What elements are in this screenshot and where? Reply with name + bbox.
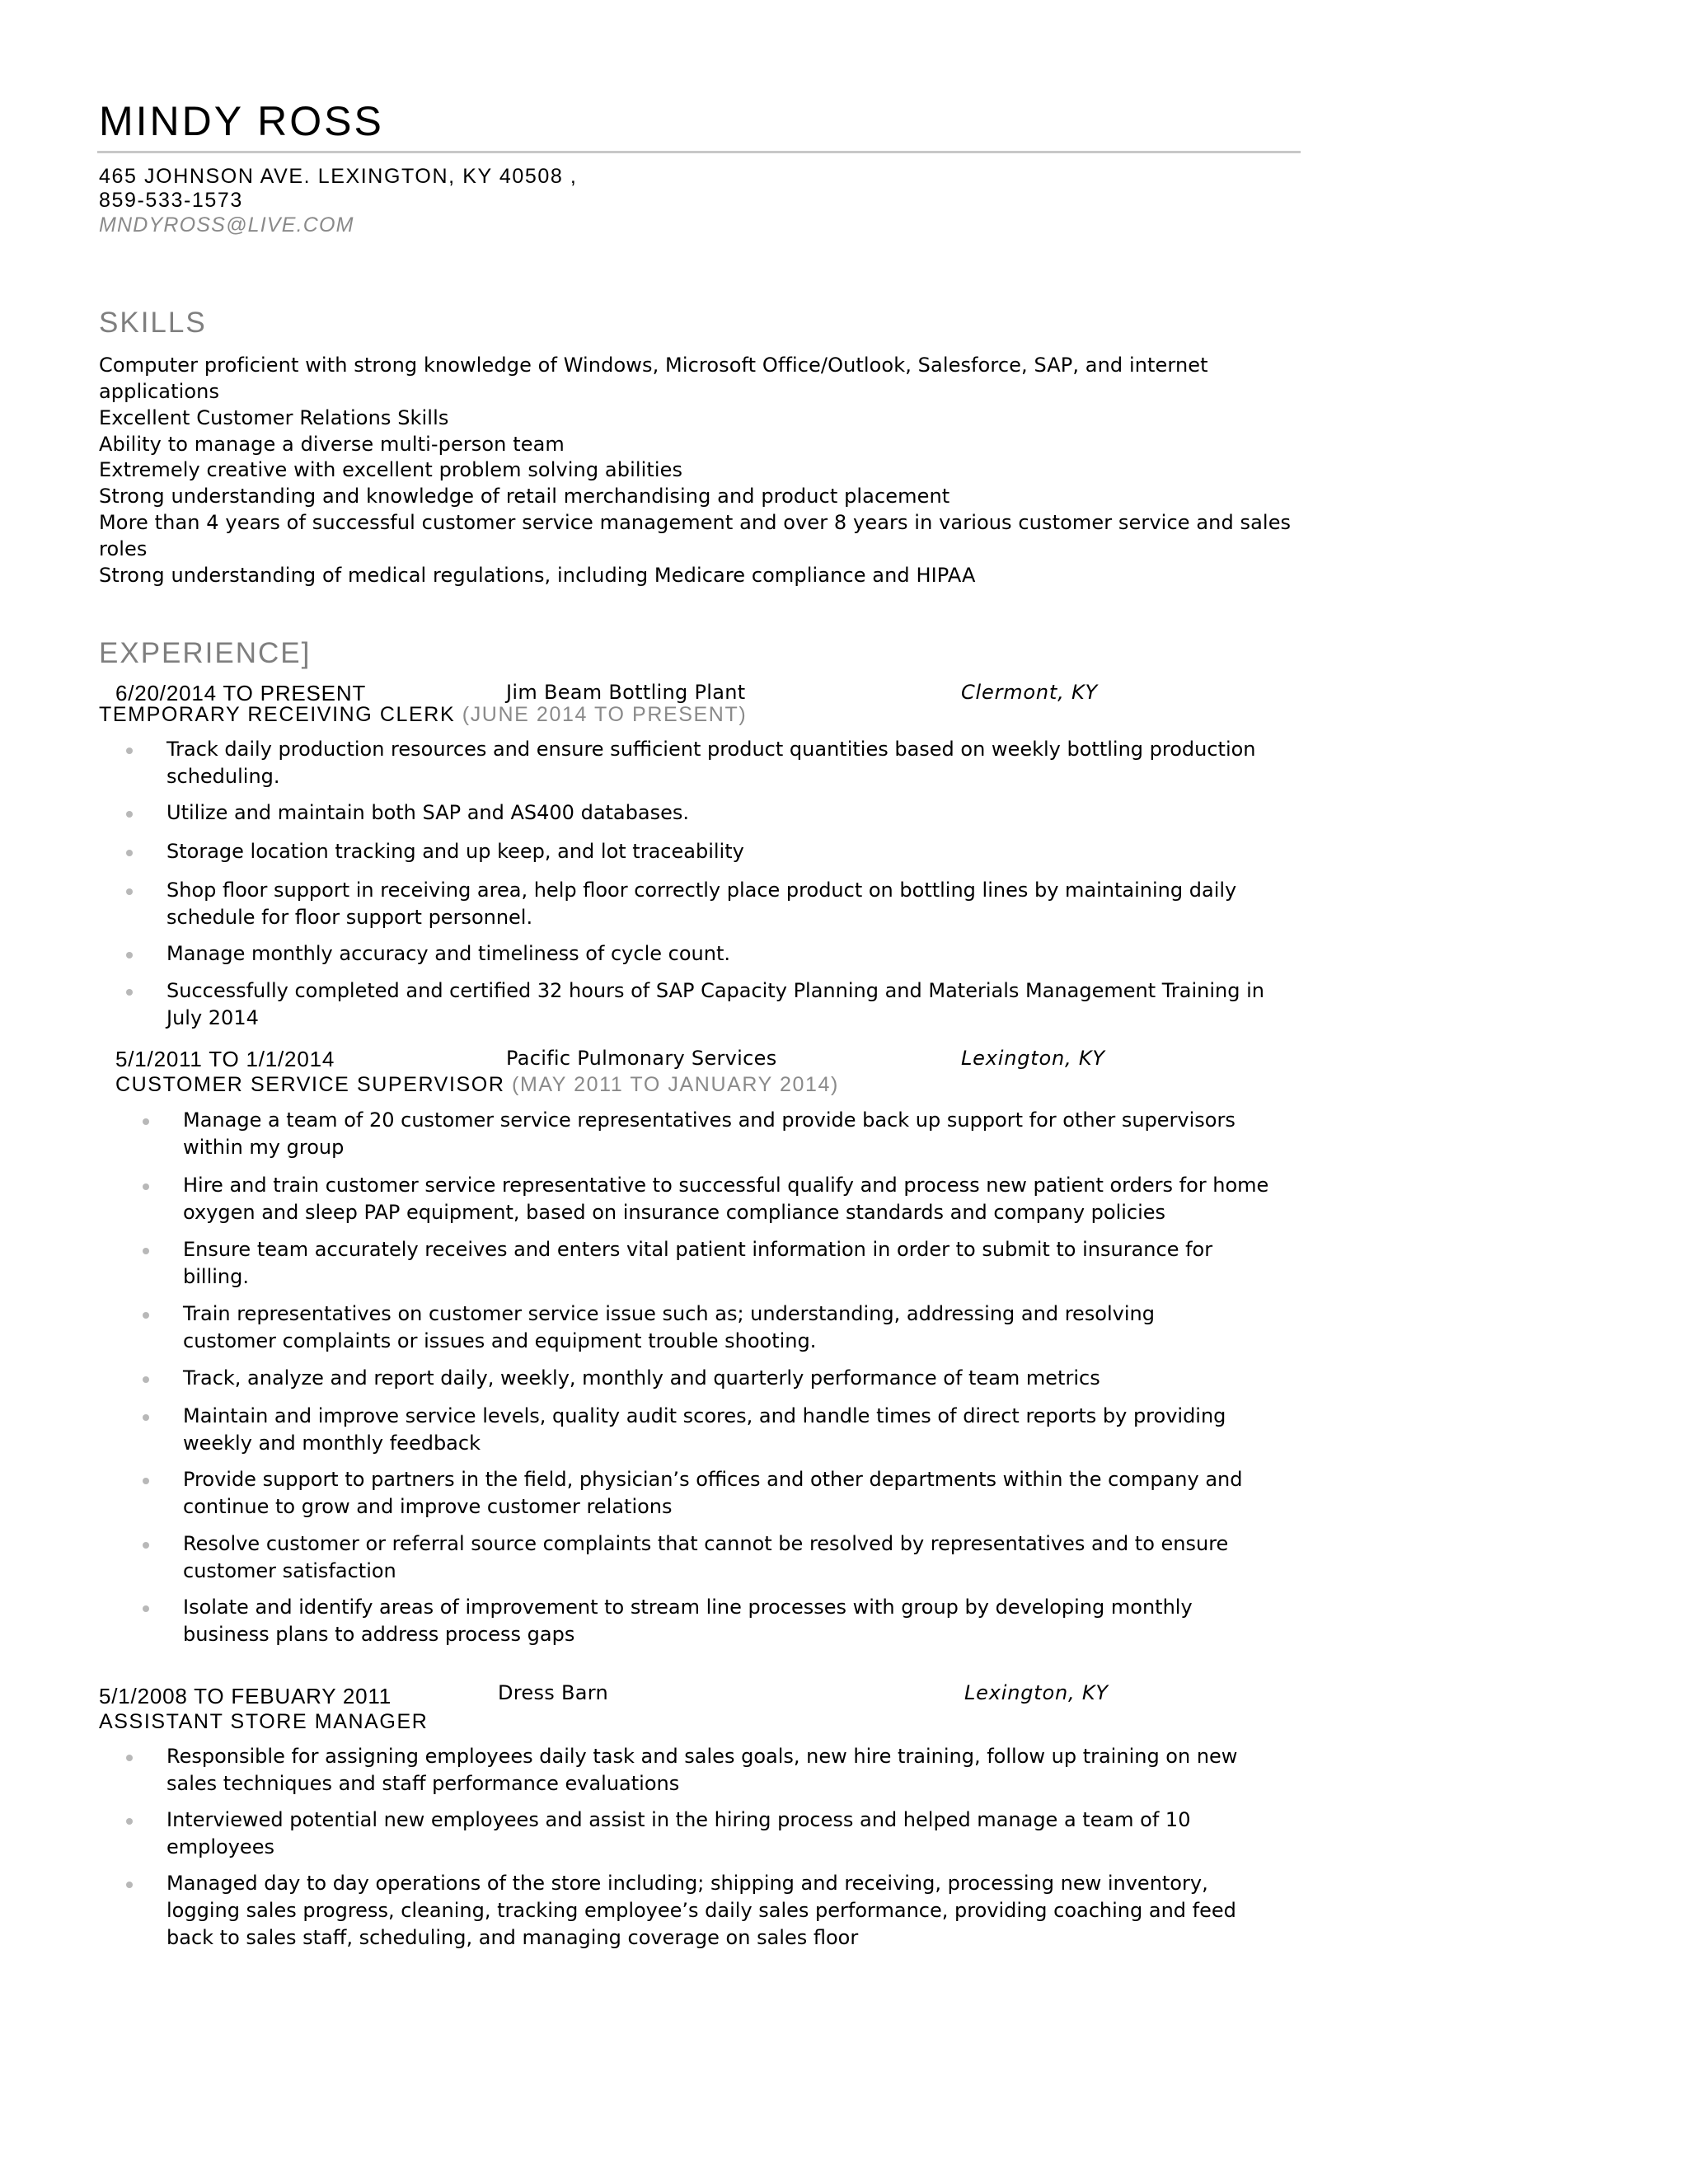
job-bullet: Successfully completed and certified 32 hours of SAP Capacity Planning and Materials Management Training in July 2014	[166, 979, 1264, 1029]
bullet-icon	[126, 1882, 133, 1888]
candidate-name: MINDY ROSS	[99, 98, 384, 144]
bullet-icon	[143, 1118, 149, 1125]
job-company: Dress Barn	[498, 1681, 609, 1704]
job-bullet: Manage monthly accuracy and timeliness of cycle count.	[166, 942, 730, 965]
job-bullet: Isolate and identify areas of improvement to stream line processes with group by developing monthly business plans to address process gaps	[183, 1596, 1193, 1646]
job-title-main: TEMPORARY RECEIVING CLERK	[99, 703, 456, 726]
bullet-icon	[143, 1478, 149, 1484]
header-divider	[97, 151, 1301, 153]
job-company: Pacific Pulmonary Services	[506, 1047, 777, 1070]
phone: 859-533-1573	[99, 189, 243, 212]
bullet-icon	[126, 952, 133, 958]
bullet-icon	[126, 1755, 133, 1761]
job-bullet: Hire and train customer service representative to successful qualify and process new patient orders for home oxygen and sleep PAP equipment, based on insurance compliance standards and company policies	[183, 1174, 1269, 1224]
bullet-icon	[126, 748, 133, 754]
job-title	[99, 703, 747, 727]
job-bullet: Track, analyze and report daily, weekly, monthly and quarterly performance of team metrics	[183, 1366, 1100, 1390]
skill-item: Computer proficient with strong knowledge of Windows, Microsoft Office/Outlook, Salesforce, SAP, and internet applications	[99, 354, 1208, 403]
bullet-icon	[126, 1818, 133, 1825]
job-company: Jim Beam Bottling Plant	[506, 681, 746, 704]
job-location: Clermont, KY	[961, 681, 1098, 704]
job-bullet: Maintain and improve service levels, quality audit scores, and handle times of direct reports by providing weekly and monthly feedback	[183, 1404, 1226, 1455]
bullet-icon	[143, 1312, 149, 1319]
bullet-icon	[126, 811, 133, 818]
address: 465 JOHNSON AVE. LEXINGTON, KY 40508 ,	[99, 165, 578, 188]
bullet-icon	[126, 888, 133, 895]
email-link[interactable]: MNDYROSS@LIVE.COM	[99, 213, 354, 237]
job-bullet: Shop floor support in receiving area, help floor correctly place product on bottling lines by maintaining daily schedule for floor support personnel.	[166, 879, 1237, 929]
bullet-icon	[143, 1376, 149, 1383]
job-dates: 5/1/2008 TO FEBUARY 2011	[99, 1684, 392, 1708]
job-title-period: (MAY 2011 TO JANUARY 2014)	[512, 1073, 839, 1096]
bullet-icon	[143, 1605, 149, 1612]
job-bullet: Train representatives on customer service issue such as; understanding, addressing and resolving customer complaints or issues and equipment trouble shooting.	[183, 1302, 1155, 1352]
skill-item: Strong understanding of medical regulations, including Medicare compliance and HIPAA	[99, 564, 976, 587]
skills-heading: SKILLS	[99, 307, 207, 339]
job-bullet: Resolve customer or referral source complaints that cannot be resolved by representatives and to ensure customer satisfaction	[183, 1532, 1229, 1582]
job-bullet: Storage location tracking and up keep, and lot traceability	[166, 840, 744, 863]
bullet-icon	[143, 1414, 149, 1421]
skill-item: Strong understanding and knowledge of retail merchandising and product placement	[99, 485, 950, 508]
job-dates: 5/1/2011 TO 1/1/2014	[115, 1047, 335, 1071]
job-bullet: Track daily production resources and ensure sufficient product quantities based on weekly bottling production scheduling.	[166, 738, 1256, 788]
job-location: Lexington, KY	[961, 1047, 1105, 1070]
bullet-icon	[143, 1248, 149, 1254]
skill-item: Ability to manage a diverse multi-person team	[99, 433, 565, 456]
bullet-icon	[143, 1542, 149, 1549]
job-bullet: Responsible for assigning employees daily task and sales goals, new hire training, follow up training on new sales techniques and staff performance evaluations	[166, 1745, 1238, 1795]
skill-item: Excellent Customer Relations Skills	[99, 406, 449, 429]
job-dates: 6/20/2014 TO PRESENT	[115, 681, 367, 705]
skill-item: More than 4 years of successful customer service management and over 8 years in various customer service and sales roles	[99, 511, 1292, 560]
job-bullet: Interviewed potential new employees and assist in the hiring process and helped manage a team of 10 employees	[166, 1808, 1191, 1858]
job-location: Lexington, KY	[964, 1681, 1109, 1704]
skill-item: Extremely creative with excellent problem solving abilities	[99, 458, 683, 481]
job-bullet: Manage a team of 20 customer service representatives and provide back up support for other supervisors within my group	[183, 1108, 1236, 1159]
bullet-icon	[143, 1183, 149, 1190]
job-title-main: ASSISTANT STORE MANAGER	[99, 1710, 429, 1733]
bullet-icon	[126, 989, 133, 996]
job-bullet: Ensure team accurately receives and enters vital patient information in order to submit to insurance for billing.	[183, 1238, 1213, 1288]
job-title-period: (JUNE 2014 TO PRESENT)	[462, 703, 748, 726]
job-title	[99, 1710, 428, 1734]
job-title-main: CUSTOMER SERVICE SUPERVISOR	[115, 1073, 505, 1096]
job-title	[115, 1073, 839, 1097]
job-bullet: Utilize and maintain both SAP and AS400 databases.	[166, 801, 689, 824]
job-bullet: Provide support to partners in the field, physician’s offices and other departments within the company and continue to grow and improve customer relations	[183, 1468, 1243, 1518]
experience-heading: EXPERIENCE]	[99, 637, 312, 669]
bullet-icon	[126, 850, 133, 856]
job-bullet: Managed day to day operations of the store including; shipping and receiving, processing new inventory, logging sales progress, cleaning, tracking employee’s daily sales performance, providing coaching and feed back to sales staff, scheduling, and managing coverage on sales floor	[166, 1872, 1236, 1949]
